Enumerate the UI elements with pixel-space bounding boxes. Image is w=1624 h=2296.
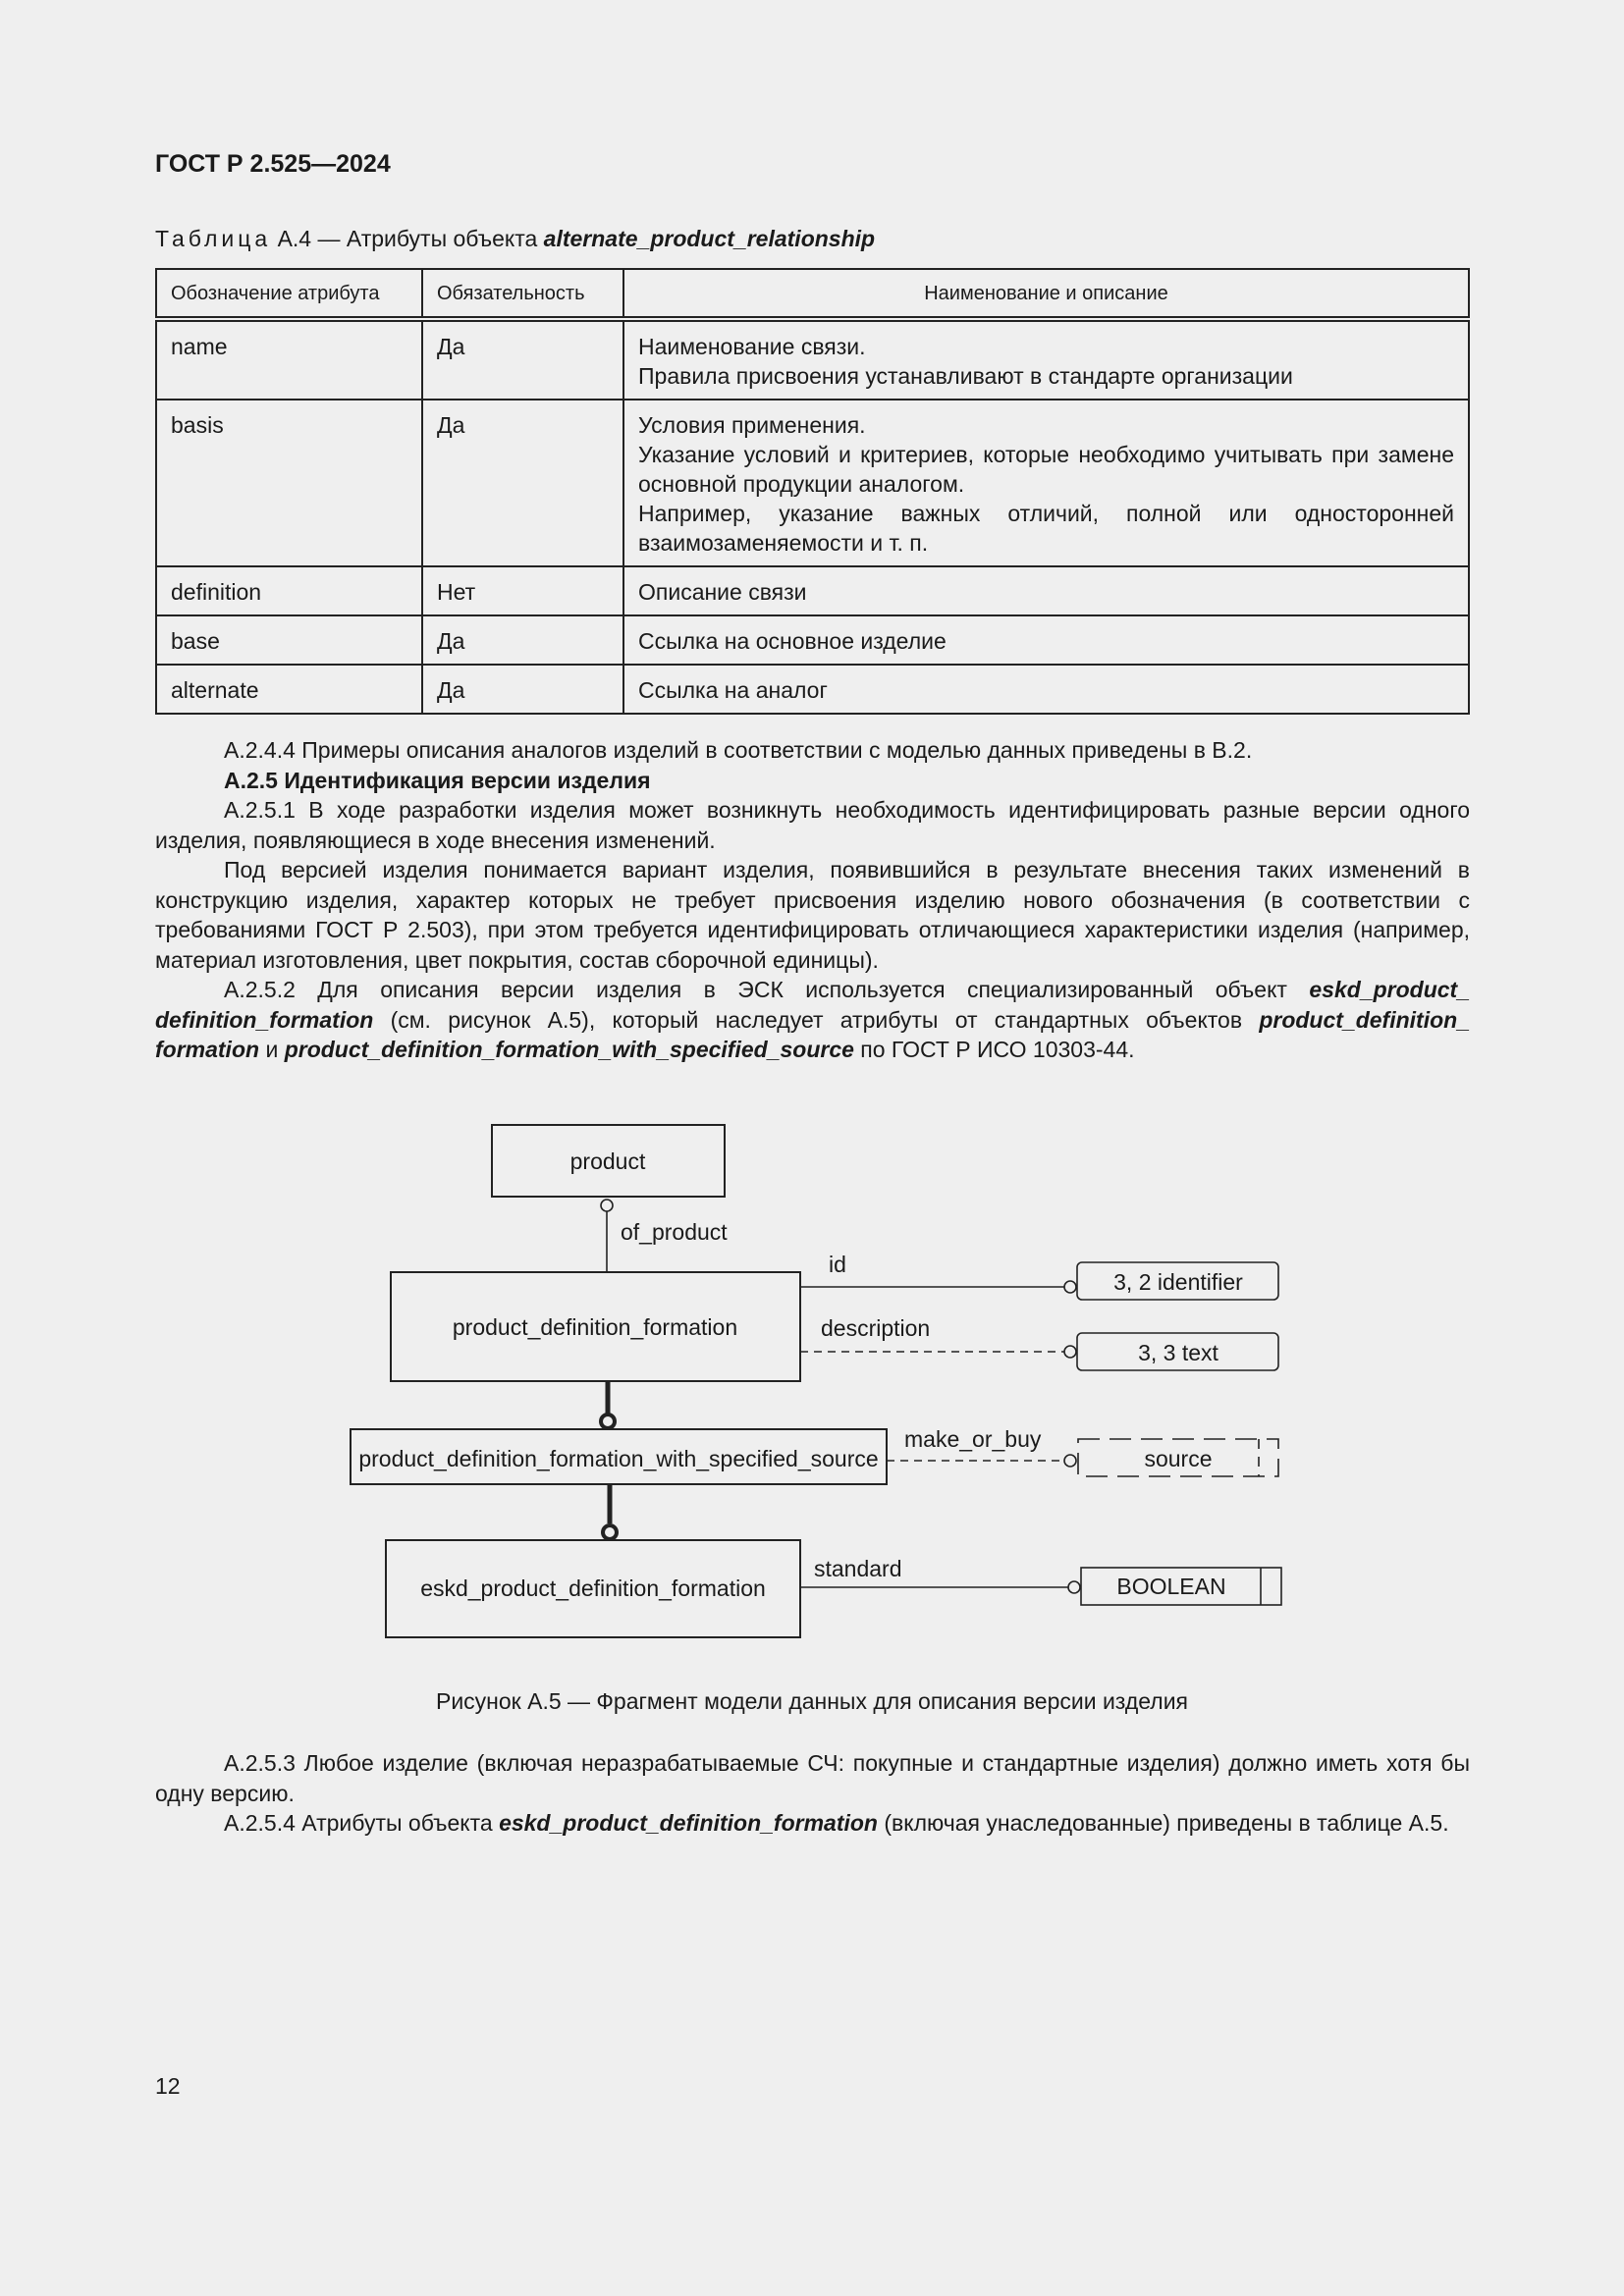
paragraph: А.2.5.2 Для описания версии изделия в ЭСК используется специализированный объект eskd_product_ definition_formation (см. рисунок А.5), который наследует атрибуты от стандартных объектов product_definition_ formation и product_definition_formation_with_specified_source по ГОСТ Р ИСО 10303-44.	[155, 977, 1470, 1062]
label-of-product: of_product	[621, 1219, 728, 1245]
label-description: description	[821, 1315, 931, 1341]
relation-end-icon	[1064, 1346, 1076, 1358]
column-header: Обозначение атрибута	[156, 269, 422, 319]
subtype-end-icon	[601, 1415, 615, 1428]
paragraph: А.2.5.1 В ходе разработки изделия может возникнуть необходимость идентифицировать разные версии одного изделия, появляющиеся в ходе внесения изменений.	[155, 797, 1470, 853]
attr-cell: alternate	[156, 665, 422, 714]
label-make-or-buy: make_or_buy	[904, 1426, 1042, 1452]
paragraph: А.2.5.4 Атрибуты объекта eskd_product_definition_formation (включая унаследованные) приведены в таблице А.5.	[224, 1810, 1449, 1836]
figure-caption: Рисунок А.5 — Фрагмент модели данных для описания версии изделия	[435, 1688, 1189, 1714]
req-cell: Да	[422, 400, 623, 566]
document-header: ГОСТ Р 2.525—2024	[155, 150, 391, 178]
column-header: Обязательность	[422, 269, 623, 319]
relation-end-icon	[1068, 1581, 1080, 1593]
section-heading: А.2.5 Идентификация версии изделия	[224, 767, 651, 793]
label-standard: standard	[814, 1556, 902, 1581]
entity-pdf-label: product_definition_formation	[452, 1314, 738, 1340]
req-cell: Нет	[422, 566, 623, 615]
paragraph: А.2.5.3 Любое изделие (включая неразрабатываемые СЧ: покупные и стандартные изделия) должно иметь хотя бы одну версию.	[155, 1750, 1470, 1806]
table-caption: Таблица А.4 — Атрибуты объекта alternate_product_relationship	[155, 226, 876, 251]
desc-cell: Условия применения. Указание условий и критериев, которые необходимо учитывать при замене основной продукции аналогом. Например, указание важных отличий, полной или односторонней взаимозаменяемости и т. п.	[623, 400, 1469, 566]
desc-cell: Наименование связи. Правила присвоения устанавливают в стандарте организации	[623, 319, 1469, 400]
column-header: Наименование и описание	[623, 269, 1469, 319]
entity-pdfwss-label: product_definition_formation_with_specified_source	[358, 1446, 879, 1471]
desc-cell: Ссылка на основное изделие	[623, 615, 1469, 665]
label-id: id	[829, 1252, 846, 1277]
type-source-label: source	[1144, 1446, 1213, 1471]
req-cell: Да	[422, 319, 623, 400]
req-cell: Да	[422, 665, 623, 714]
body-text-2	[155, 1748, 1470, 1839]
attr-cell: base	[156, 615, 422, 665]
paragraph: А.2.4.4 Примеры описания аналогов изделий в соответствии с моделью данных приведены в В.2.	[224, 737, 1253, 763]
req-cell: Да	[422, 615, 623, 665]
attr-cell: definition	[156, 566, 422, 615]
paragraph: Под версией изделия понимается вариант изделия, появившийся в результате внесения таких изменений в конструкцию изделия, характер которых не требует присвоения изделию нового обозначения (в соответствии с требованиями ГОСТ Р 2.503), при этом требуется идентифицировать отличающиеся характеристики изделия (например, материал изготовления, цвет покрытия, состав сборочной единицы).	[155, 857, 1470, 973]
relation-end-icon	[1064, 1281, 1076, 1293]
desc-cell: Ссылка на аналог	[623, 665, 1469, 714]
type-boolean-label: BOOLEAN	[1116, 1574, 1226, 1599]
entity-epdf-label: eskd_product_definition_formation	[420, 1575, 766, 1601]
relation-end-icon	[1064, 1455, 1076, 1467]
page-number: 12	[155, 2073, 181, 2099]
subtype-end-icon	[603, 1525, 617, 1539]
relation-end-icon	[601, 1200, 613, 1211]
type-identifier-label: 3, 2 identifier	[1113, 1269, 1243, 1295]
attr-cell: basis	[156, 400, 422, 566]
entity-product-label: product	[569, 1148, 646, 1174]
desc-cell: Описание связи	[623, 566, 1469, 615]
attr-cell: name	[156, 319, 422, 400]
type-text-label: 3, 3 text	[1138, 1340, 1218, 1365]
